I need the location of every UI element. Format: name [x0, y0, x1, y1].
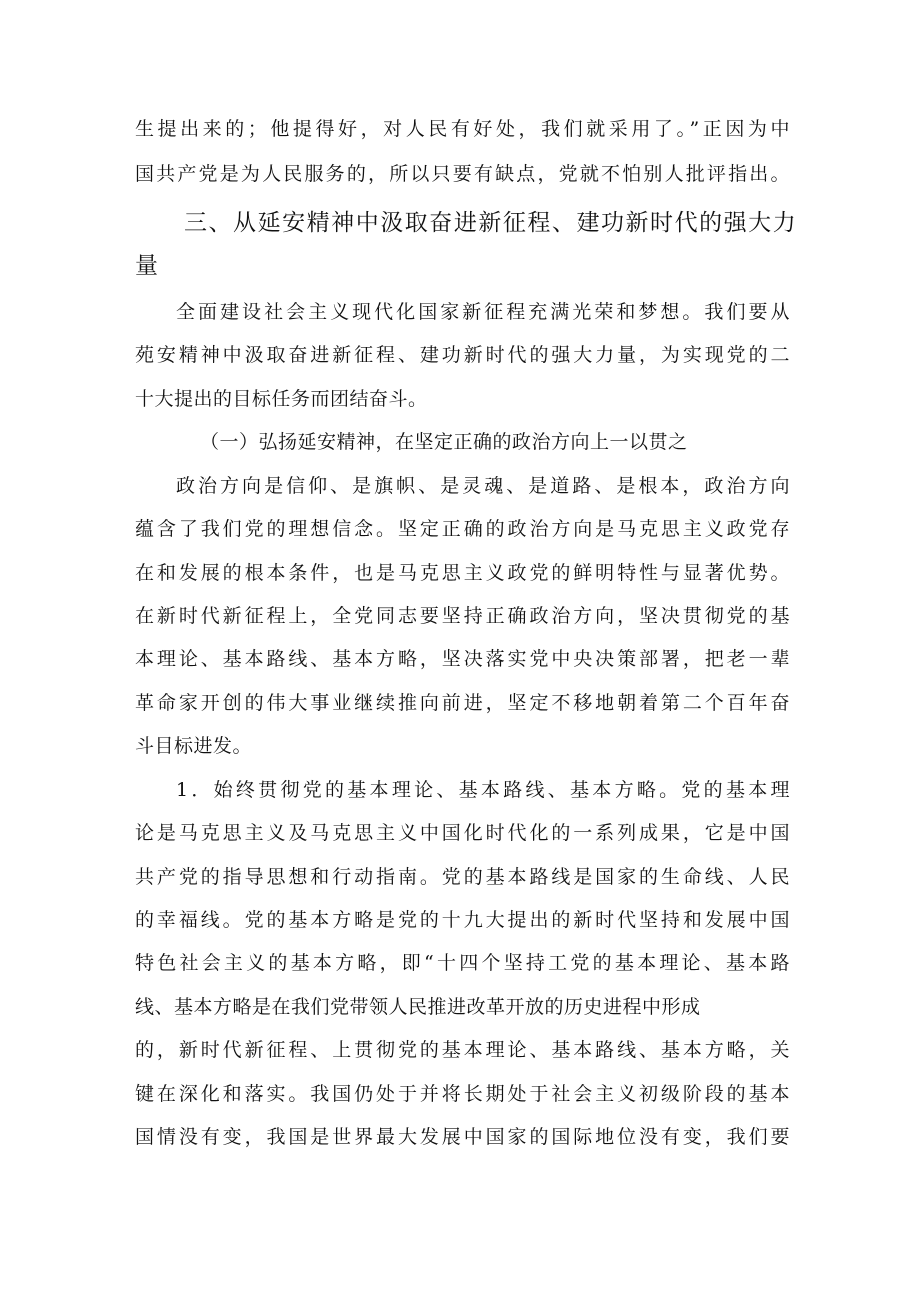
- body-text-line: 线、基本方略是在我们党带领人民推进改革开放的历史进程中形成: [135, 996, 701, 1018]
- body-text-line: 论是马克思主义及马克思主义中国化时代化的一系列成果，它是中国: [135, 822, 790, 844]
- body-text-line: 国共产党是为人民服务的，所以只要有缺点，党就不怕别人批评指出。: [135, 163, 790, 185]
- section-heading: 三、从延安精神中汲取奋进新征程、建功新时代的强大力: [184, 210, 796, 236]
- body-text-line: 苑安精神中汲取奋进新征程、建功新时代的强大力量，为实现党的二: [135, 344, 790, 366]
- body-text-line: 斗目标进发。: [135, 735, 253, 757]
- body-text-line: 特色社会主义的基本方略，即“十四个坚持工党的基本理论、基本路: [135, 952, 790, 974]
- body-text-line: 的幸福线。党的基本方略是党的十九大提出的新时代坚持和发展中国: [135, 909, 790, 931]
- subsection-heading: （一）弘扬延安精神，在坚定正确的政治方向上一以贯之: [200, 431, 688, 453]
- body-text-line: 国情没有变，我国是世界最大发展中国家的国际地位没有变，我们要: [135, 1126, 790, 1148]
- body-text-line: 生提出来的；他提得好，对人民有好处，我们就采用了。”正因为中: [135, 118, 790, 140]
- body-text-line: 政治方向是信仰、是旗帜、是灵魂、是道路、是根本，政治方向: [176, 475, 790, 497]
- section-heading-continuation: 量: [135, 253, 159, 279]
- body-text-line: 全面建设社会主义现代化国家新征程充满光荣和梦想。我们要从: [176, 301, 790, 323]
- body-text-line: 1．始终贯彻党的基本理论、基本路线、基本方略。党的基本理: [176, 779, 790, 801]
- body-text-line: 共产党的指导思想和行动指南。党的基本路线是国家的生命线、人民: [135, 866, 790, 888]
- body-text-line: 键在深化和落实。我国仍处于并将长期处于社会主义初级阶段的基本: [135, 1083, 790, 1105]
- body-text-line: 蕴含了我们党的理想信念。坚定正确的政治方向是马克思主义政党存: [135, 518, 790, 540]
- body-text-line: 的，新时代新征程、上贯彻党的基本理论、基本路线、基本方略，关: [135, 1039, 790, 1061]
- body-text-line: 在和发展的根本条件，也是马克思主义政党的鲜明特性与显著优势。: [135, 562, 790, 584]
- body-text-line: 十大提出的目标任务而团结奋斗。: [135, 388, 428, 410]
- body-text-line: 本理论、基本路线、基本方略，坚决落实党中央决策部署，把老一辈: [135, 648, 790, 670]
- body-text-line: 革命家开创的伟大事业继续推向前进，坚定不移地朝着第二个百年奋: [135, 692, 790, 714]
- body-text-line: 在新时代新征程上，全党同志要坚持正确政治方向，坚决贯彻党的基: [135, 605, 790, 627]
